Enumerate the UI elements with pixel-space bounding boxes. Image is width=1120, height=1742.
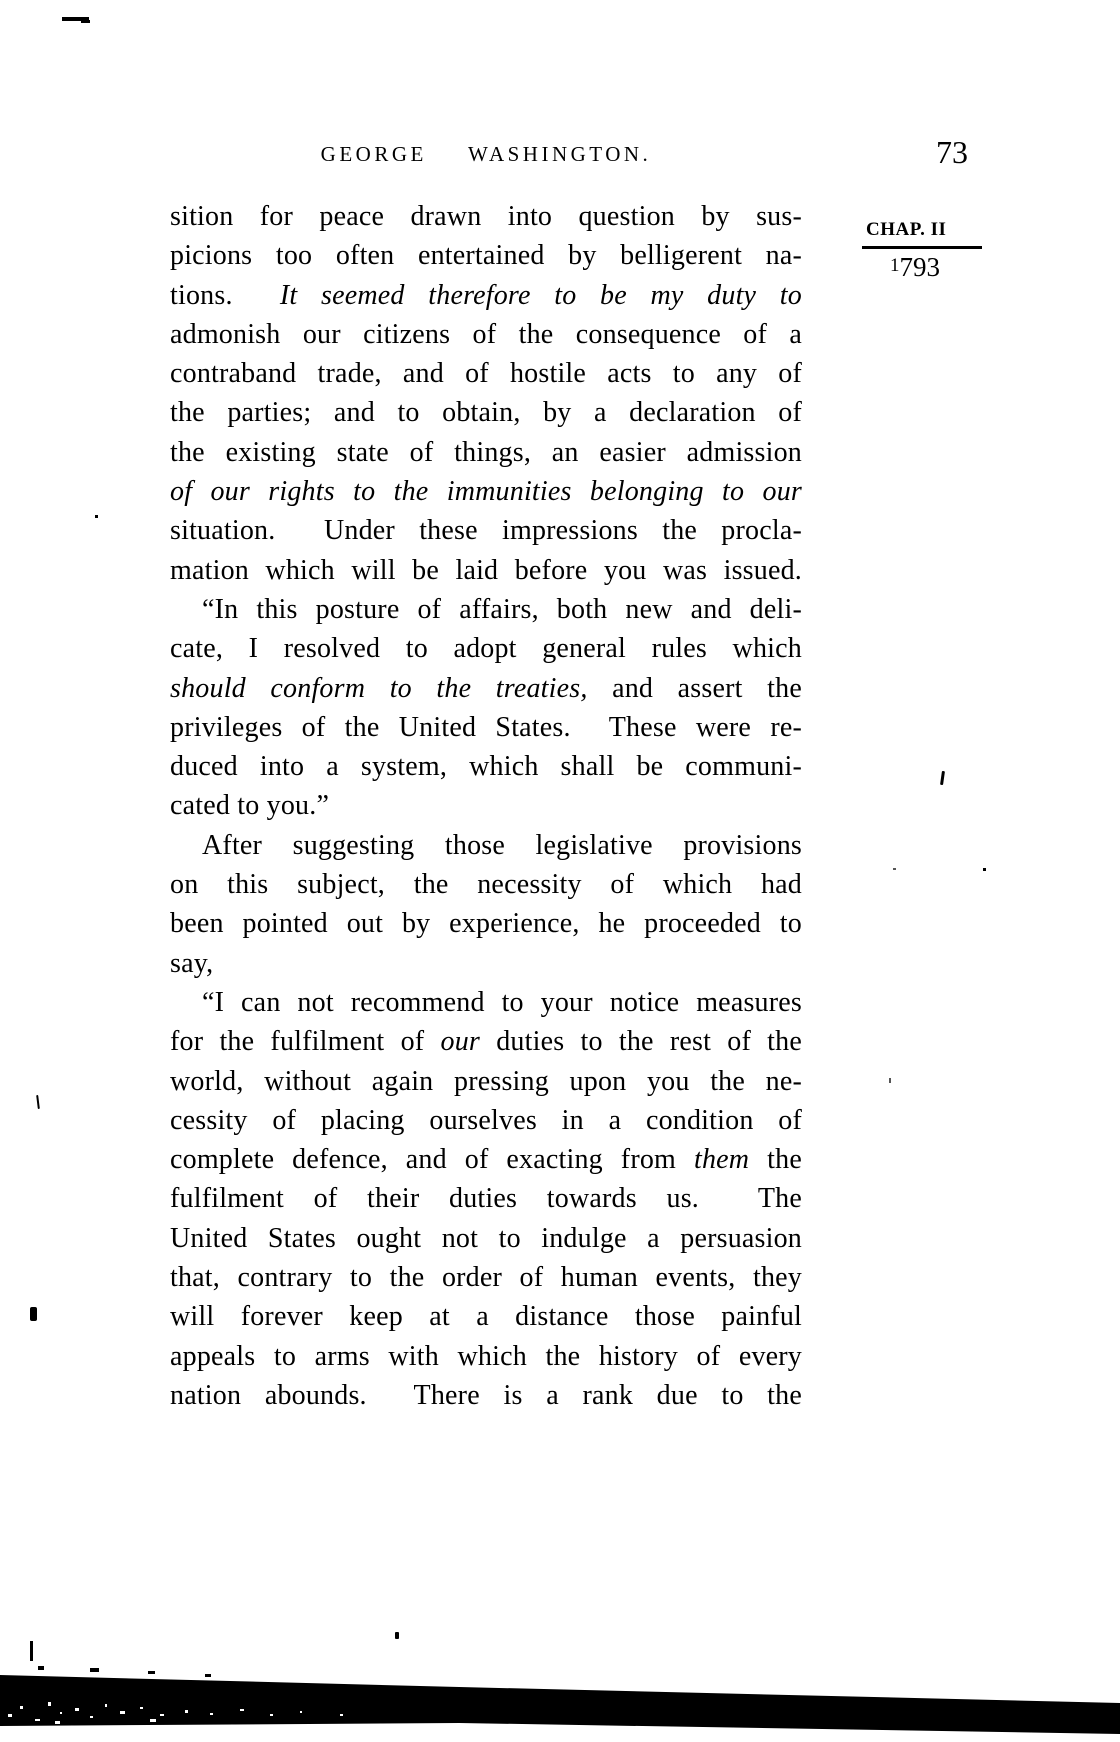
scan-speck [148,1671,155,1674]
text-line: duced into a system, which shall be communi- [170,751,802,783]
text-line: After suggesting those legislative provisions [202,829,802,861]
text-line: on this subject, the necessity of which had [170,869,802,901]
text-line: for the fulfilment of our duties to the rest of the [170,1026,802,1058]
text-line: “I can not recommend to your notice measures [202,986,802,1018]
running-header: GEORGE WASHINGTON. [320,142,652,166]
text-line: cate, I resolved to adopt general rules which [170,633,802,665]
text-line: will forever keep at a distance those painful [170,1301,802,1333]
text-line: say, [170,947,214,979]
text-line: fulfilment of their duties towards us. The [170,1183,802,1215]
text-line: situation. Under these impressions the procla- [170,515,802,547]
scan-mark-blob [30,1307,37,1321]
text-line: the parties; and to obtain, by a declaration of [170,397,802,429]
text-line: privileges of the United States. These were re- [170,711,802,743]
text-line: world, without again pressing upon you the ne- [170,1065,802,1097]
scan-speck [983,868,986,871]
text-line: the existing state of things, an easier admission [170,436,802,468]
body-text [170,197,802,1415]
scan-speck [38,1666,44,1670]
margin-year-label: 1793 [890,252,940,282]
text-line: picions too often entertained by belligerent na- [170,240,802,272]
scan-mark-tick [940,771,945,785]
text-line: tions. It seemed therefore to be my duty to [170,279,802,311]
scan-speck [205,1674,211,1677]
page-number: 73 [936,134,968,170]
text-line: “In this posture of affairs, both new and deli- [202,593,802,625]
text-line: United States ought not to indulge a persuasion [170,1222,802,1254]
scan-speck [893,868,896,870]
text-line: cessity of placing ourselves in a condition of [170,1104,802,1136]
scan-shadow-band [0,1664,1120,1742]
scan-speck [90,1668,99,1672]
text-line: contraband trade, and of hostile acts to any of [170,358,802,390]
text-line: appeals to arms with which the history of every [170,1340,802,1372]
margin-rule [862,246,982,249]
scan-speck [95,515,98,518]
scan-mark-vertical-bar [30,1641,33,1661]
scan-mark-squiggle [36,1095,40,1109]
text-line: mation which will be laid before you was issued. [170,554,802,586]
text-line: should conform to the treaties, and assert the [170,672,802,704]
text-line: nation abounds. There is a rank due to the [170,1379,802,1411]
text-line: admonish our citizens of the consequence of a [170,318,802,350]
scan-mark-tick [395,1632,399,1639]
margin-chapter-label: CHAP. II [866,219,947,240]
text-line: complete defence, and of exacting from them the [170,1144,802,1176]
text-line: of our rights to the immunities belonging to our [170,476,802,508]
text-line: sition for peace drawn into question by sus- [170,201,802,232]
scan-mark-dash-tail [81,20,90,23]
text-line: that, contrary to the order of human events, they [170,1262,802,1294]
text-line: cated to you.” [170,790,330,822]
scan-speck [889,1078,891,1083]
text-line: been pointed out by experience, he proceeded to [170,908,802,940]
